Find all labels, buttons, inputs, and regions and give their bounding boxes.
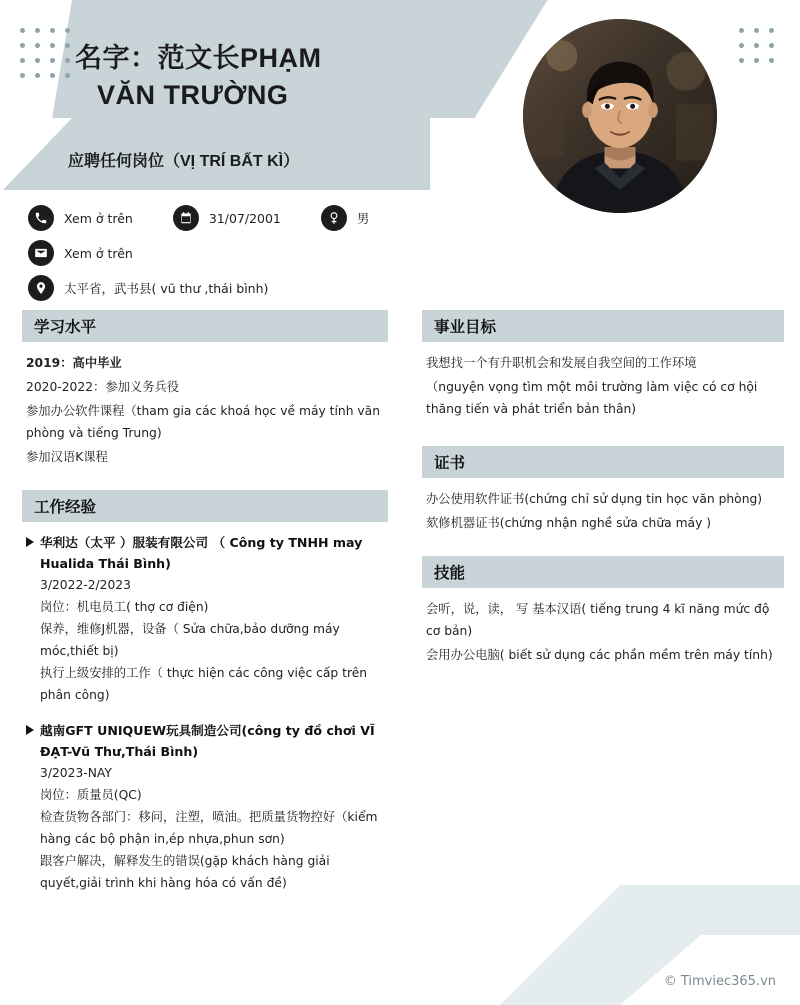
objective-body <box>416 352 784 420</box>
name-line-1: 名字：范文长PHẠM <box>75 43 322 73</box>
education-line-2: 2020-2022：参加义务兵役 <box>26 380 180 394</box>
skills-body <box>416 598 784 666</box>
left-column <box>16 310 388 908</box>
right-column <box>416 310 784 668</box>
section-header-skills <box>416 556 784 588</box>
contact-address-value: 太平省，武书县( vũ thư ,thái bình) <box>64 281 269 296</box>
contact-birthday-value: 31/07/2001 <box>208 210 281 226</box>
contact-block <box>28 205 448 310</box>
contact-gender-value: 男 <box>356 211 370 226</box>
job-title: 应聘任何岗位（VỊ TRÍ BẤT KÌ） <box>68 153 300 170</box>
experience-detail-1-2: 保养，维修J机器，设备（ Sửa chữa,bảo dưỡng máy móc,thiết bị) <box>40 622 340 658</box>
mail-icon <box>28 240 54 266</box>
experience-detail-1-3: 执行上级安排的工作（ thực hiện các công việc cấp trên phân công) <box>40 666 368 702</box>
section-header-certificates <box>416 446 784 478</box>
section-title-certificates: 证书 <box>434 455 466 472</box>
skill-line-2: 会用办公电脑( biết sử dụng các phần mềm trên máy tính) <box>426 648 773 662</box>
education-line-3: 参加办公软件课程（tham gia các khoá học về máy tính văn phòng và tiếng Trung) <box>26 404 381 440</box>
education-line-1: 2019：高中毕业 <box>26 356 122 370</box>
experience-item-2 <box>16 720 388 894</box>
experience-detail-1-1: 岗位：机电员工( thợ cơ điện) <box>40 600 209 614</box>
calendar-icon <box>173 205 199 231</box>
education-body <box>16 352 388 468</box>
certificate-line-1: 办公使用软件证书(chứng chỉ sử dụng tin học văn phòng) <box>426 492 763 506</box>
section-title-education: 学习水平 <box>34 319 97 336</box>
experience-detail-2-2: 检查货物各部门：移问，注塑，喷油。把质量货物控好（kiểm hàng các bộ phận in,ép nhựa,phun sơn) <box>40 810 378 846</box>
contact-phone <box>28 205 133 231</box>
experience-company-1: 华利达（太平 ）服装有限公司 （ Công ty TNHH may Hualida Thái Bình) <box>26 532 388 574</box>
section-header-education <box>16 310 388 342</box>
experience-item-1 <box>16 532 388 706</box>
section-header-objective <box>416 310 784 342</box>
contact-email-value: Xem ở trên <box>64 245 133 261</box>
section-title-skills: 技能 <box>434 565 466 582</box>
gender-icon <box>321 205 347 231</box>
experience-company-2: 越南GFT UNIQUEW玩具制造公司(công ty đồ chơi VĨ ĐẠT-Vũ Thư,Thái Bình) <box>26 720 388 762</box>
contact-email <box>28 240 448 266</box>
skill-line-1: 会听，说，读， 写 基本汉语( tiếng trung 4 kĩ năng mức độ cơ bản) <box>426 602 770 638</box>
objective-line-2: （nguyện vọng tìm một môi trường làm việc có cơ hội thăng tiến và phát triển bản thân) <box>426 380 758 416</box>
certificates-body <box>416 488 784 534</box>
avatar <box>520 16 720 216</box>
certificate-line-2: 欬修机器证书(chứng nhận nghề sửa chữa máy ) <box>426 516 712 530</box>
section-title-objective: 事业目标 <box>434 319 497 336</box>
section-header-experience <box>16 490 388 522</box>
contact-phone-value: Xem ở trên <box>64 210 133 226</box>
experience-period-1: 3/2022-2/2023 <box>40 578 131 592</box>
education-line-4: 参加汉语K课程 <box>26 450 108 464</box>
objective-line-1: 我想找一个有升职机会和发展自我空间的工作环境 <box>426 356 697 370</box>
dots-decoration-right <box>739 28 778 67</box>
page-title <box>75 40 475 114</box>
contact-gender <box>321 205 370 231</box>
name-line-2: VĂN TRƯỜNG <box>97 80 289 110</box>
contact-birthday <box>173 205 281 231</box>
experience-detail-2-1: 岗位：质量员(QC) <box>40 788 142 802</box>
location-icon <box>28 275 54 301</box>
experience-period-2: 3/2023-NAY <box>40 766 112 780</box>
contact-row-1 <box>28 205 448 231</box>
dots-decoration-left <box>20 28 74 82</box>
phone-icon <box>28 205 54 231</box>
section-title-experience: 工作经验 <box>34 499 97 516</box>
footer-credit: © Timviec365.vn <box>663 974 776 989</box>
experience-detail-2-3: 跟客户解决，解释发生的错误(gặp khách hàng giải quyết,giải trình khi hàng hóa có vấn đề) <box>40 854 330 890</box>
contact-address <box>28 275 448 301</box>
